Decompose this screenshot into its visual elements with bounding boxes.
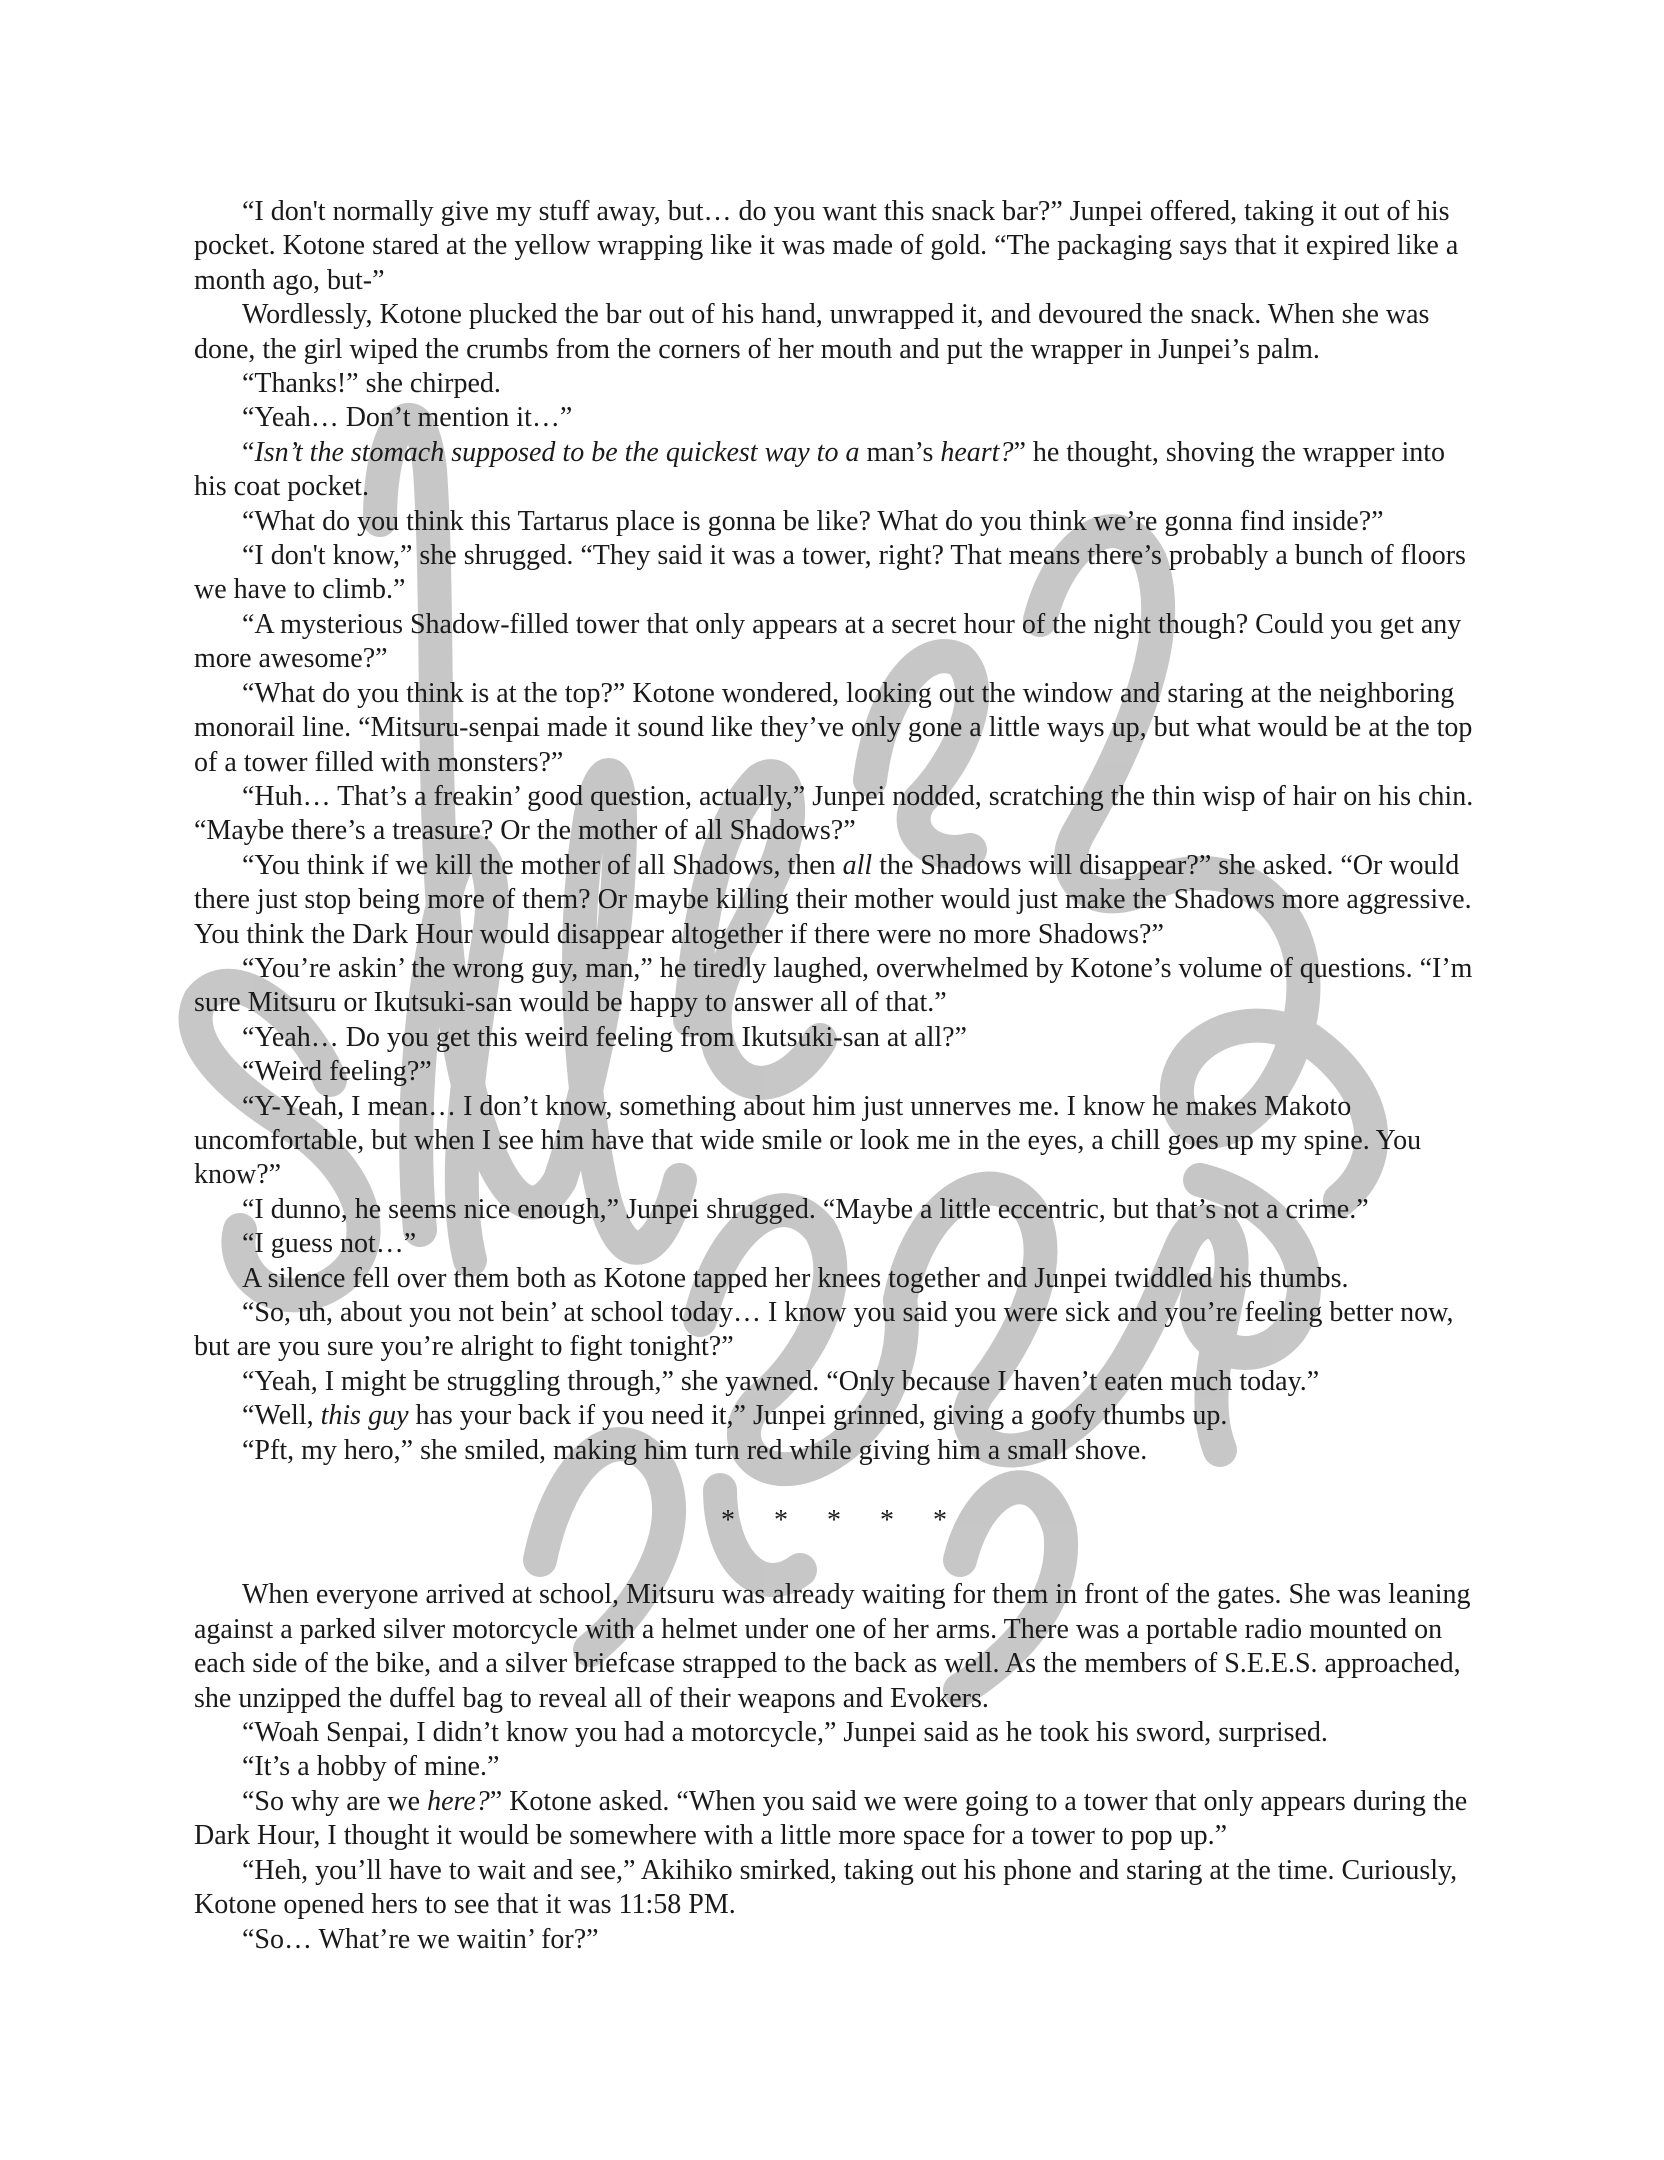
- paragraph-thought: [194, 436, 1474, 505]
- paragraph: “Yeah, I might be struggling through,” she yawned. “Only because I haven’t eaten much today.”: [242, 1365, 1320, 1397]
- paragraph-guy: [194, 1399, 1474, 1433]
- thought-open-quote: “: [242, 436, 255, 468]
- thought-italic-1: Isn’t the stomach supposed to be the quickest way to a: [254, 436, 860, 468]
- guy-after: has your back if you need it,” Junpei grinned, giving a goofy thumbs up.: [408, 1400, 1228, 1432]
- paragraph: Wordlessly, Kotone plucked the bar out of his hand, unwrapped it, and devoured the snack. When she was done, the girl wiped the crumbs from the corners of her mouth and put the wrapper in Junpei’s palm.: [194, 299, 1430, 365]
- paragraph: “Y-Yeah, I mean… I don’t know, something about him just unnerves me. I know he makes Makoto uncomfortable, but when I see him have that wide smile or look me in the eyes, a chill goes up my spine. You know?”: [194, 1090, 1422, 1191]
- paragraph-here: [194, 1785, 1474, 1854]
- paragraph: “So, uh, about you not bein’ at school today… I know you said you were sick and you’re feeling better now, but are you sure you’re alright to fight tonight?”: [194, 1297, 1454, 1363]
- paragraph: “I guess not…”: [242, 1228, 417, 1260]
- scene-separator: * * * * *: [721, 1505, 947, 1537]
- paragraph: “Thanks!” she chirped.: [242, 368, 501, 400]
- all-after: the Shadows will disappear?” she asked. “Or would there just stop being more of them? Or maybe killing their mother would just make the Shadows more aggressive. You think the Dark Hour would disappear altogether if there were no more Shadows?”: [194, 849, 1472, 950]
- paragraph: “What do you think this Tartarus place is gonna be like? What do you think we’re gonna find inside?”: [242, 505, 1384, 537]
- paragraph: “It’s a hobby of mine.”: [242, 1751, 500, 1783]
- paragraph: When everyone arrived at school, Mitsuru was already waiting for them in front of the gates. She was leaning against a parked silver motorcycle with a helmet under one of her arms. There was a portable radio mounted on each side of the bike, and a silver briefcase strapped to the back as well. As the members of S.E.E.S. approached, she unzipped the duffel bag to reveal all of their weapons and Evokers.: [194, 1579, 1471, 1714]
- guy-before: “Well,: [242, 1400, 321, 1432]
- thought-normal: man’s: [859, 436, 941, 468]
- paragraph: “Yeah… Do you get this weird feeling from Ikutsuki-san at all?”: [242, 1021, 967, 1053]
- paragraph: “So… What’re we waitin’ for?”: [242, 1923, 599, 1955]
- paragraph: “Huh… That’s a freakin’ good question, actually,” Junpei nodded, scratching the thin wisp of hair on his chin. “Maybe there’s a treasure? Or the mother of all Shadows?”: [194, 780, 1474, 847]
- paragraph: “Heh, you’ll have to wait and see,” Akihiko smirked, taking out his phone and staring at the time. Curiously, Kotone opened hers to see that it was 11:58 PM.: [194, 1854, 1458, 1921]
- paragraph: “You’re askin’ the wrong guy, man,” he tiredly laughed, overwhelmed by Kotone’s volume of questions. “I’m sure Mitsuru or Ikutsuki-san would be happy to answer all of that.”: [194, 952, 1473, 1019]
- here-after: ” Kotone asked. “When you said we were going to a tower that only appears during the Dark Hour, I thought it would be somewhere with a little more space for a tower to pop up.”: [194, 1785, 1468, 1852]
- paragraph: “A mysterious Shadow-filled tower that only appears at a secret hour of the night though? Could you get any more awesome?”: [194, 608, 1462, 675]
- paragraph-all: [194, 849, 1474, 952]
- thought-rest: ” he thought, shoving the wrapper into his coat pocket.: [194, 436, 1446, 503]
- paragraph: “I dunno, he seems nice enough,” Junpei shrugged. “Maybe a little eccentric, but that’s not a crime.”: [242, 1193, 1369, 1225]
- paragraph: “Woah Senpai, I didn’t know you had a motorcycle,” Junpei said as he took his sword, surprised.: [242, 1717, 1328, 1749]
- paragraph: “What do you think is at the top?” Kotone wondered, looking out the window and staring at the neighboring monorail line. “Mitsuru-senpai made it sound like they’ve only gone a little ways up, but what would be at the top of a tower filled with monsters?”: [194, 677, 1473, 778]
- guy-italic: this guy: [320, 1400, 409, 1432]
- paragraph: “I don't know,” she shrugged. “They said it was a tower, right? That means there’s probably a bunch of floors we have to climb.”: [194, 540, 1466, 606]
- all-italic: all: [842, 849, 873, 881]
- all-before: “You think if we kill the mother of all Shadows, then: [242, 849, 843, 881]
- thought-italic-2: heart?: [940, 436, 1014, 468]
- here-italic: here?: [427, 1785, 490, 1817]
- paragraph: “I don't normally give my stuff away, but… do you want this snack bar?” Junpei offered, taking it out of his pocket. Kotone stared at the yellow wrapping like it was made of gold. “The packaging says that it expired like a month ago, but-”: [194, 196, 1459, 296]
- paragraph: A silence fell over them both as Kotone tapped her knees together and Junpei twiddled his thumbs.: [242, 1262, 1349, 1294]
- here-before: “So why are we: [242, 1785, 428, 1817]
- paragraph: “Pft, my hero,” she smiled, making him turn red while giving him a small shove.: [242, 1434, 1148, 1466]
- document-page: [194, 195, 1474, 1957]
- paragraph: “Yeah… Don’t mention it…”: [242, 402, 573, 434]
- paragraph: “Weird feeling?”: [242, 1056, 432, 1088]
